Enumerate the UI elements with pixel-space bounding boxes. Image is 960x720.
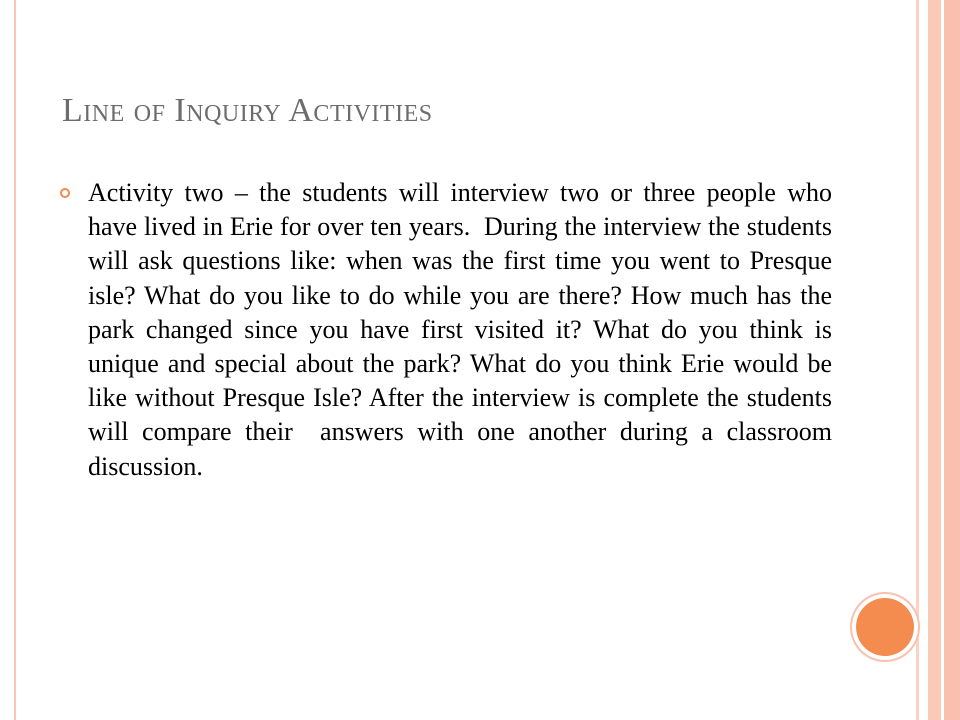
left-frame-border (0, 0, 16, 720)
hollow-circle-bullet-icon (60, 188, 70, 198)
right-decorative-stripes (916, 0, 960, 720)
content-area (60, 176, 839, 484)
stripe (919, 0, 928, 720)
bullet-text: Activity two – the students will interview two or three people who have lived in Erie for over ten years. During the interview the students will ask questions like: when was the first time you went to Presque isle? What do you like to do while you are there? How much has the park changed since you have first visited it? What do you think is unique and special about the park? What do you think Erie would be like without Presque Isle? After the interview is complete the students will compare their answers with one another during a classroom discussion. (88, 178, 839, 481)
orange-circle-decoration (856, 598, 914, 656)
slide-title: Line of Inquiry Activities (62, 92, 433, 129)
bullet-item (60, 176, 839, 484)
stripe (944, 0, 960, 720)
stripe (928, 0, 941, 720)
